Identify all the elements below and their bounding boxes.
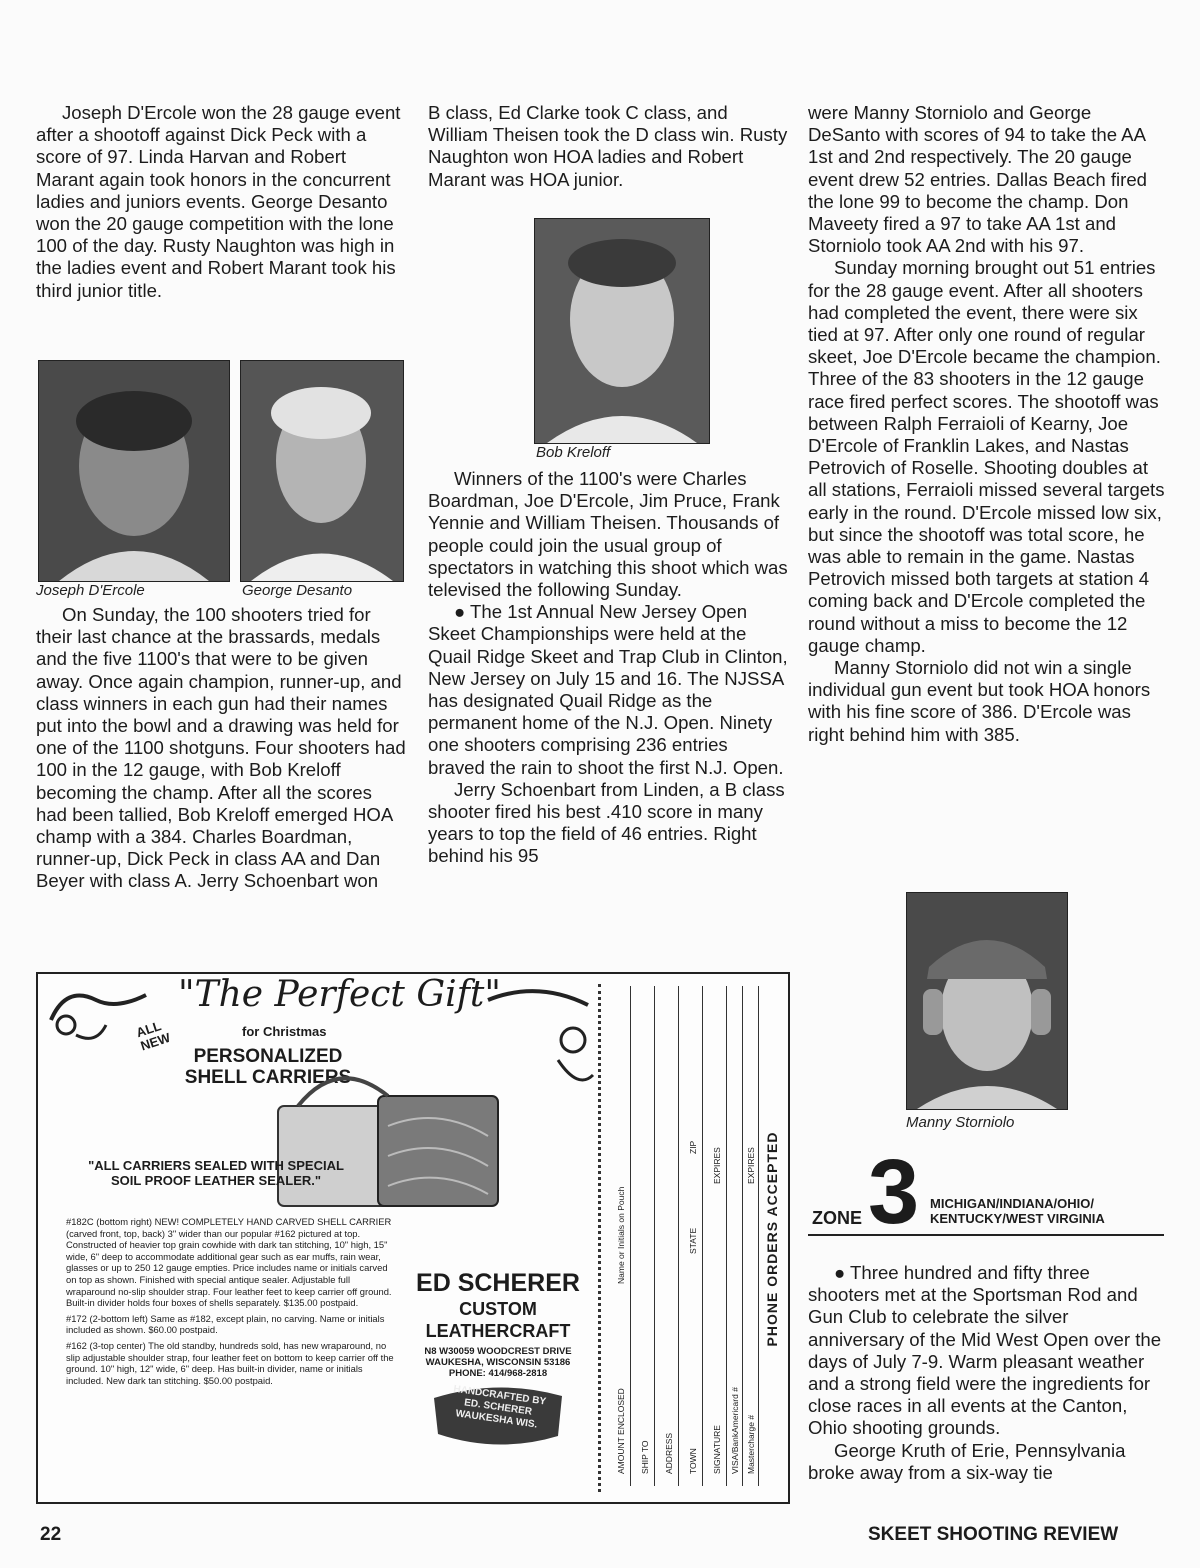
form-field-state: STATE [688,1227,698,1254]
ad-for-christmas: for Christmas [242,1024,327,1039]
article-paragraph: ● Three hundred and fifty three shooters met at the Sportsman Rod and Gun Club to celebrate the silver anniversary of the Mid West Open over the days of July 7-9. Warm pleasant weather and a strong field were the ingredients for close races in all events at the Canton, Ohio shooting grounds. [808,1262,1162,1439]
zone-rule [808,1234,1164,1236]
column-1-cont [36,604,406,893]
form-field-amount: AMOUNT ENCLOSED [616,1388,626,1474]
caption-desanto: George Desanto [242,582,353,599]
stamp-text: HANDCRAFTED BY ED. SCHERER WAUKESHA WIS. [452,1383,547,1431]
form-line [702,986,703,1486]
page-number: 22 [40,1524,62,1545]
ad-sealed-note: "ALL CARRIERS SEALED WITH SPECIAL SOIL PROOF LEATHER SEALER." [88,1158,344,1188]
form-field-zip: ZIP [688,1140,698,1154]
column-3-cont [808,1262,1166,1484]
form-line [742,986,743,1486]
article-paragraph: Winners of the 1100's were Charles Boardman, Joe D'Ercole, Jim Pruce, Frank Yennie and William Theisen. Thousands of people could join the usual group of spectators in watching this shoot which was televised the following Sunday. [428,468,788,601]
form-field-signature: SIGNATURE [712,1425,722,1474]
form-field-expires-2: EXPIRES [746,1147,756,1184]
ad-coupon-perforation [598,984,601,1492]
ad-all-new: ALL NEW [134,1018,173,1054]
column-2-cont [428,468,788,868]
column-1 [36,102,406,302]
column-3 [808,102,1166,746]
form-field-mastercharge: Mastercharge # [746,1414,756,1474]
zone-number: 3 [868,1141,920,1243]
photo-george-desanto [240,360,404,582]
form-field-expires: EXPIRES [712,1147,722,1184]
article-paragraph: Joseph D'Ercole won the 28 gauge event after a shootoff against Dick Peck with a score of 97. Linda Harvan and Robert Marant again took honors in the concurrent ladies and juniors events. George Desanto won the 20 gauge competition with the lone 100 of the day. Rusty Naughton was high in the ladies event and Robert Marant took his third junior title. [36,102,401,301]
publication-name: SKEET SHOOTING REVIEW [868,1524,1119,1545]
photo-manny-storniolo [906,892,1068,1110]
ad-phone-orders: PHONE ORDERS ACCEPTED [764,1131,780,1347]
form-field-ship-to: SHIP TO [640,1440,650,1474]
article-paragraph: On Sunday, the 100 shooters tried for their last chance at the brassards, medals and the five 1100's that were to be given away. Once again champion, runner-up, and class winners in each gun had their names put into the bowl and a drawing was held for one of the 1100 shotguns. Four shooters had 100 in the 12 gauge, with Bob Kreloff becoming the champ. After all the scores had been tallied, Bob Kreloff emerged HOA champ with a 384. Charles Boardman, runner-up, Dick Peck in class AA and Dan Beyer with class A. Jerry Schoenbart won [36,604,406,892]
shell-carrier-illustration [268,1066,508,1216]
ad-item-descriptions: #182C (bottom right) NEW! COMPLETELY HAND CARVED SHELL CARRIER (carved front, top, back) 3" wider than our popular #162 pictured at top. Constructed of heavier top grain cowhide with dark tan stitching, 10" high, 15" wide, 6" deep to accommodate additional gear such as ear muffs, rain wear, glasses or up to 250 12 gauge empties. Price includes name or initials carved on top as shown. Finished with special antique sealer. Adjustable full wraparound no-slip shoulder strap. Four leather feet to keep carrier off ground. Built-in divider holds four boxes of shells separately. $135.00 postpaid. #172 (2-bottom left) Same as #182, except plain, no carving. Name or initials included as shown. $60.00 postpaid. #162 (3-top center) The old standby, hundreds sold, has new wraparound, no slip adjustable shoulder strap, four leather feet on bottom to keep carrier off the ground. 10" high, 12" wide, 6" deep. Has built-in divider, name or initials included. New dark tan stitching. $50.00 postpaid. [66,1216,394,1386]
form-line [630,986,631,1486]
company-line2: CUSTOM [459,1299,537,1319]
caption-dercole: Joseph D'Ercole [36,582,145,599]
company-address2: WAUKESHA, WISCONSIN 53186 [425,1357,571,1368]
advertisement [36,972,790,1504]
form-field-visa: VISA/BankAmericard # [730,1387,740,1474]
zone-heading [808,1141,1164,1243]
article-paragraph: ● The 1st Annual New Jersey Open Skeet Championships were held at the Quail Ridge Skeet and Trap Club in Clinton, New Jersey on July 15 and 16. The NJSSA has designated Quail Ridge as the permanent home of the N.J. Open. Ninety one shooters comprising 236 entries braved the rain to shoot the first N.J. Open. [428,601,788,778]
article-paragraph: Sunday morning brought out 51 entries for the 28 gauge event. After all shooters had completed the event, there were six tied at 97. After only one round of regular skeet, Joe D'Ercole became the champion. Three of the 83 shooters in the 12 gauge race fired perfect scores. The shootoff was between Ralph Ferraioli of Kearny, Joe D'Ercole of Franklin Lakes, and Nastas Petrovich of Roselle. Shooting doubles at all stations, Ferraioli missed several targets early in the round. D'Ercole missed low six, but since the shootoff was total score, he was able to remain in the game. Nastas Petrovich missed both targets at station 4 coming back and D'Ercole completed the round without a miss to become the 12 gauge champ. [808,257,1165,656]
form-line [758,986,759,1486]
article-paragraph: B class, Ed Clarke took C class, and William Theisen took the D class win. Rusty Naughton won HOA ladies and Robert Marant was HOA junior. [428,102,788,190]
zone-states: MICHIGAN/INDIANA/OHIO/ KENTUCKY/WEST VIRGINIA [930,1196,1105,1226]
zone-label: ZONE [812,1208,863,1228]
article-paragraph: George Kruth of Erie, Pennsylvania broke away from a six-way tie [808,1439,1126,1483]
ad-company [398,1268,598,1379]
ad-product-title: PERSONALIZED SHELL CARRIERS [184,1046,352,1088]
form-field-town: TOWN [688,1448,698,1474]
article-paragraph: were Manny Storniolo and George DeSanto with scores of 94 to take the AA 1st and 2nd respectively. The 20 gauge event drew 52 entries. Dallas Beach fired the lone 99 to become the champ. Don Maveety fired a 97 to take AA 1st and Storniolo took AA 2nd with his 97. [808,102,1147,257]
form-line [654,986,655,1486]
caption-storniolo: Manny Storniolo [906,1114,1015,1131]
ad-headline: "The Perfect Gift" [178,974,501,1015]
form-line [678,986,679,1486]
article-paragraph: Manny Storniolo did not win a single individual gun event but took HOA honors with his fine score of 386. D'Ercole was right behind him with 385. [808,657,1151,745]
company-phone: PHONE: 414/968-2818 [448,1368,548,1379]
company-line3: LEATHERCRAFT [425,1321,571,1341]
form-field-address: ADDRESS [664,1432,674,1474]
form-line [726,986,727,1486]
column-2 [428,102,788,191]
photo-joseph-dercole [38,360,230,582]
form-field-name: Name or Initials on Pouch [616,1186,626,1284]
photo-bob-kreloff [534,218,710,444]
caption-kreloff: Bob Kreloff [536,444,611,461]
company-name: ED SCHERER [416,1269,580,1297]
article-paragraph: Jerry Schoenbart from Linden, a B class shooter fired his best .410 score in many years to top the field of 46 entries. Right behind his 95 [428,778,785,867]
company-address1: N8 W30059 WOODCREST DRIVE [424,1346,572,1357]
ad-stamp [428,1378,568,1450]
